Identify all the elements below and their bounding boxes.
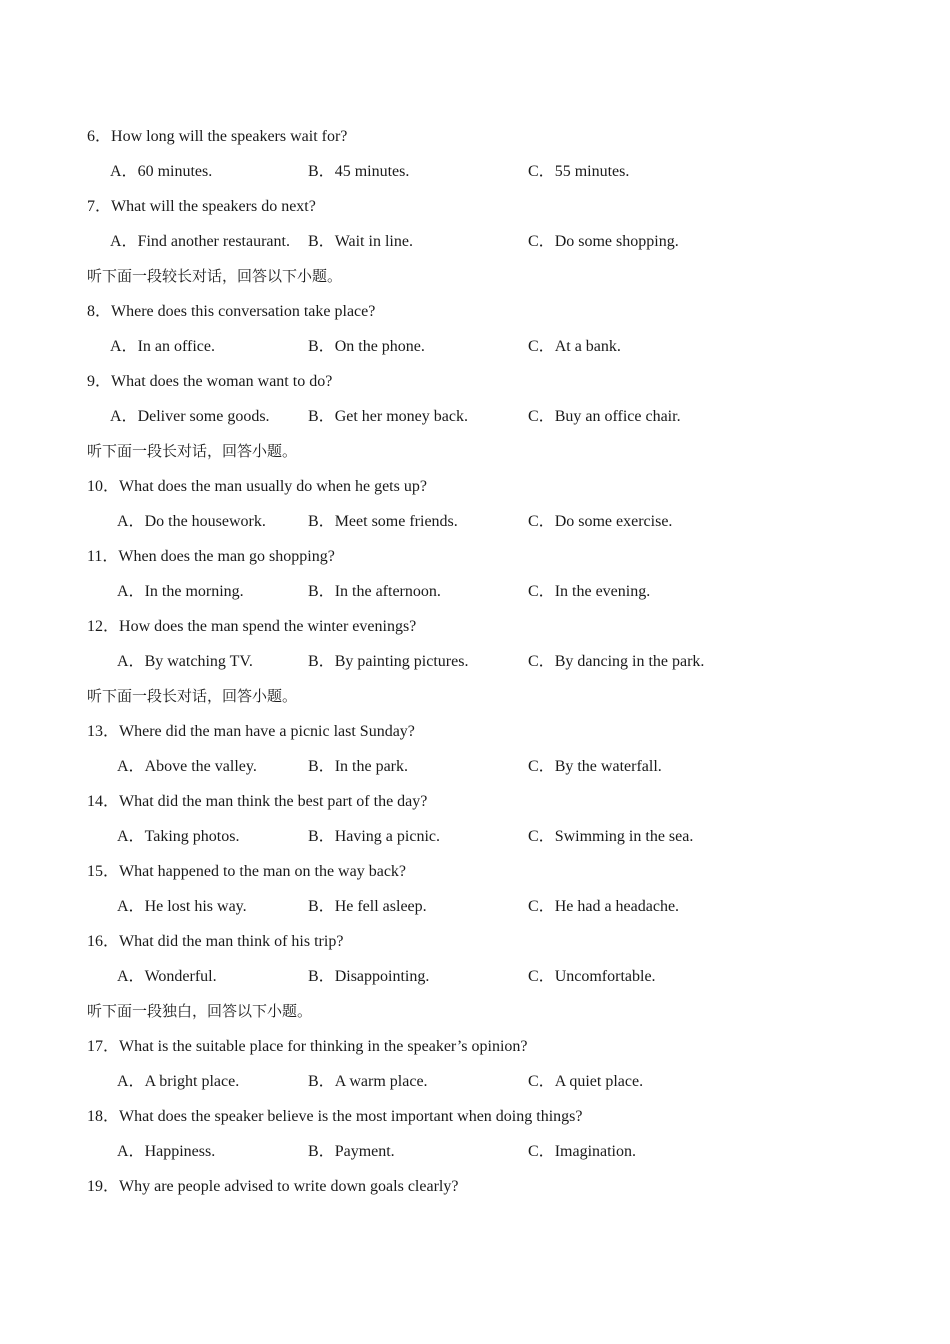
question-line (87, 119, 867, 154)
question-text: What did the man think the best part of the day? (119, 793, 428, 810)
option-b (308, 644, 468, 679)
answer-options (87, 329, 867, 364)
option-text: 60 minutes. (137, 163, 213, 180)
question-list (87, 119, 867, 1204)
option-text: By painting pictures. (334, 653, 469, 670)
option-letter: B． (308, 338, 335, 355)
option-a (117, 504, 266, 539)
option-text: He lost his way. (144, 898, 247, 915)
option-letter: C． (528, 968, 555, 985)
option-c (528, 504, 672, 539)
question-text: Where does this conversation take place? (111, 303, 376, 320)
option-b (308, 224, 413, 259)
question-line (87, 364, 867, 399)
question-line (87, 854, 867, 889)
question-number: 14． (87, 793, 120, 810)
question-text: When does the man go shopping? (118, 548, 335, 565)
option-text: In an office. (137, 338, 216, 355)
option-b (308, 574, 441, 609)
option-text: Wait in line. (334, 233, 413, 250)
option-c (528, 959, 656, 994)
question-line (87, 189, 867, 224)
option-letter: C． (528, 583, 555, 600)
option-b (308, 749, 408, 784)
answer-options (87, 1134, 867, 1169)
option-letter: C． (528, 758, 555, 775)
option-letter: B． (308, 1143, 335, 1160)
option-a (117, 749, 257, 784)
option-letter: B． (308, 163, 335, 180)
option-text: In the afternoon. (334, 583, 441, 600)
option-text: A bright place. (144, 1073, 240, 1090)
option-letter: A． (117, 898, 145, 915)
section-instruction-text: 听下面一段长对话，回答小题。 (87, 687, 298, 705)
option-letter: C． (528, 513, 555, 530)
option-c (528, 1134, 636, 1169)
option-text: Uncomfortable. (554, 968, 656, 985)
option-a (117, 889, 247, 924)
answer-options (87, 959, 867, 994)
option-letter: B． (308, 653, 335, 670)
option-text: Find another restaurant. (137, 233, 290, 250)
option-letter: B． (308, 408, 335, 425)
question-number: 13． (87, 723, 120, 740)
option-text: Do some exercise. (554, 513, 673, 530)
option-letter: C． (528, 338, 555, 355)
option-letter: C． (528, 828, 555, 845)
option-a (110, 329, 215, 364)
option-letter: A． (110, 338, 138, 355)
option-letter: B． (308, 513, 335, 530)
option-letter: A． (110, 233, 138, 250)
option-b (308, 329, 425, 364)
option-c (528, 889, 679, 924)
option-letter: C． (528, 898, 555, 915)
option-text: Above the valley. (144, 758, 257, 775)
option-text: In the morning. (144, 583, 244, 600)
option-b (308, 1064, 428, 1099)
option-c (528, 819, 693, 854)
option-text: Do some shopping. (554, 233, 679, 250)
question-text: What does the woman want to do? (111, 373, 333, 390)
answer-options (87, 889, 867, 924)
question-text: Why are people advised to write down goals clearly? (119, 1178, 459, 1195)
option-text: Having a picnic. (334, 828, 440, 845)
option-letter: B． (308, 583, 335, 600)
option-letter: C． (528, 1143, 555, 1160)
option-letter: A． (110, 408, 138, 425)
option-text: Disappointing. (334, 968, 430, 985)
option-text: Happiness. (144, 1143, 216, 1160)
question-line (87, 784, 867, 819)
option-text: At a bank. (554, 338, 621, 355)
option-letter: A． (117, 583, 145, 600)
option-b (308, 959, 429, 994)
question-text: How does the man spend the winter evenings? (119, 618, 417, 635)
option-text: Imagination. (554, 1143, 636, 1160)
option-text: In the evening. (554, 583, 651, 600)
section-instruction (87, 434, 867, 469)
option-text: Wonderful. (144, 968, 217, 985)
question-number: 9． (87, 373, 112, 390)
option-text: 45 minutes. (334, 163, 410, 180)
option-letter: A． (117, 1143, 145, 1160)
question-number: 12． (87, 618, 120, 635)
question-line (87, 609, 867, 644)
question-number: 6． (87, 128, 112, 145)
question-number: 18． (87, 1108, 120, 1125)
option-text: Do the housework. (144, 513, 266, 530)
option-text: Deliver some goods. (137, 408, 270, 425)
question-number: 17． (87, 1038, 120, 1055)
option-text: Get her money back. (334, 408, 468, 425)
option-letter: C． (528, 233, 555, 250)
option-letter: B． (308, 828, 335, 845)
answer-options (87, 1064, 867, 1099)
option-text: In the park. (334, 758, 408, 775)
option-letter: C． (528, 163, 555, 180)
question-text: What will the speakers do next? (111, 198, 316, 215)
option-c (528, 574, 650, 609)
option-b (308, 504, 458, 539)
answer-options (87, 154, 867, 189)
question-number: 16． (87, 933, 120, 950)
answer-options (87, 644, 867, 679)
option-text: He had a headache. (554, 898, 680, 915)
option-letter: B． (308, 968, 335, 985)
question-text: Where did the man have a picnic last Sunday? (119, 723, 415, 740)
question-line (87, 1029, 867, 1064)
option-letter: B． (308, 1073, 335, 1090)
question-number: 19． (87, 1178, 120, 1195)
question-number: 8． (87, 303, 112, 320)
option-letter: A． (117, 1073, 145, 1090)
option-a (110, 154, 212, 189)
option-letter: A． (117, 513, 145, 530)
question-text: What happened to the man on the way back? (119, 863, 407, 880)
option-c (528, 329, 621, 364)
question-line (87, 294, 867, 329)
answer-options (87, 224, 867, 259)
option-b (308, 889, 427, 924)
question-line (87, 469, 867, 504)
option-text: By the waterfall. (554, 758, 662, 775)
option-letter: A． (117, 828, 145, 845)
option-c (528, 1064, 643, 1099)
option-text: A warm place. (334, 1073, 428, 1090)
question-line (87, 539, 867, 574)
answer-options (87, 749, 867, 784)
option-b (308, 819, 440, 854)
question-number: 15． (87, 863, 120, 880)
option-letter: A． (110, 163, 138, 180)
option-letter: A． (117, 653, 145, 670)
section-instruction-text: 听下面一段长对话，回答小题。 (87, 442, 298, 460)
option-b (308, 154, 409, 189)
option-text: On the phone. (334, 338, 425, 355)
answer-options (87, 574, 867, 609)
option-letter: A． (117, 758, 145, 775)
option-a (117, 1064, 239, 1099)
option-text: Buy an office chair. (554, 408, 681, 425)
option-c (528, 749, 662, 784)
question-line (87, 1169, 867, 1204)
question-text: How long will the speakers wait for? (111, 128, 348, 145)
option-letter: C． (528, 408, 555, 425)
option-letter: B． (308, 758, 335, 775)
answer-options (87, 399, 867, 434)
section-instruction (87, 994, 867, 1029)
option-a (117, 1134, 215, 1169)
option-text: A quiet place. (554, 1073, 644, 1090)
option-text: Meet some friends. (334, 513, 458, 530)
option-letter: A． (117, 968, 145, 985)
option-a (110, 224, 290, 259)
option-a (117, 644, 253, 679)
option-b (308, 1134, 395, 1169)
section-instruction (87, 259, 867, 294)
question-line (87, 714, 867, 749)
option-text: He fell asleep. (334, 898, 427, 915)
question-number: 10． (87, 478, 120, 495)
question-number: 7． (87, 198, 112, 215)
section-instruction-text: 听下面一段较长对话，回答以下小题。 (87, 267, 343, 285)
answer-options (87, 819, 867, 854)
option-text: By dancing in the park. (554, 653, 705, 670)
section-instruction (87, 679, 867, 714)
answer-options (87, 504, 867, 539)
option-text: By watching TV. (144, 653, 253, 670)
option-b (308, 399, 468, 434)
option-text: Taking photos. (144, 828, 240, 845)
question-text: What did the man think of his trip? (119, 933, 344, 950)
option-text: Swimming in the sea. (554, 828, 694, 845)
option-letter: B． (308, 233, 335, 250)
option-c (528, 644, 704, 679)
option-letter: C． (528, 1073, 555, 1090)
option-text: 55 minutes. (554, 163, 630, 180)
option-c (528, 154, 629, 189)
question-text: What is the suitable place for thinking in the speaker’s opinion? (119, 1038, 528, 1055)
option-text: Payment. (334, 1143, 395, 1160)
option-a (117, 959, 217, 994)
question-text: What does the speaker believe is the most important when doing things? (119, 1108, 583, 1125)
question-number: 11． (87, 548, 119, 565)
question-text: What does the man usually do when he gets up? (119, 478, 427, 495)
question-line (87, 924, 867, 959)
option-letter: C． (528, 653, 555, 670)
section-instruction-text: 听下面一段独白，回答以下小题。 (87, 1002, 313, 1020)
option-letter: B． (308, 898, 335, 915)
option-a (117, 574, 244, 609)
option-a (117, 819, 239, 854)
option-a (110, 399, 270, 434)
question-line (87, 1099, 867, 1134)
option-c (528, 224, 679, 259)
option-c (528, 399, 681, 434)
